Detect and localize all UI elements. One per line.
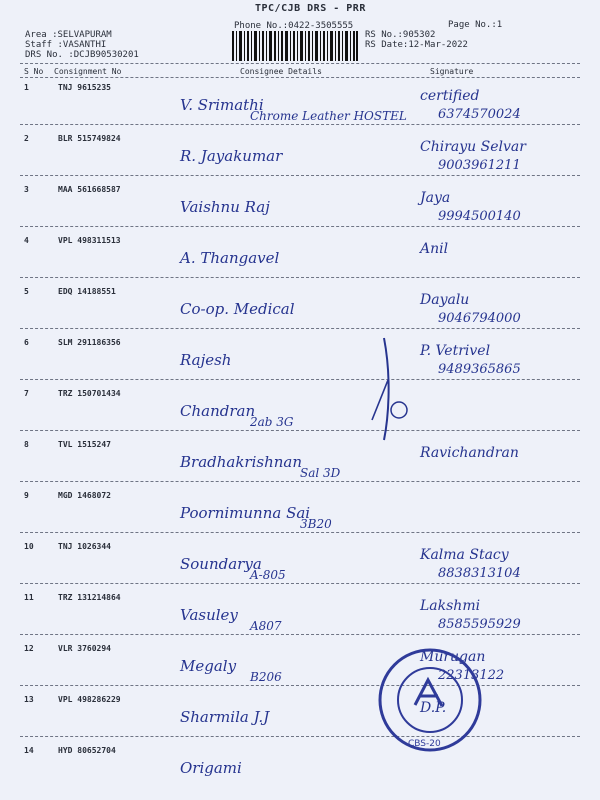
handwritten-name: V. Srimathi (180, 96, 264, 114)
rs-date: RS Date:12-Mar-2022 (365, 40, 468, 50)
row-sno: 2 (24, 134, 29, 143)
row-sno: 14 (24, 746, 34, 755)
row-consignment: TRZ 131214864 (58, 593, 121, 602)
page-number: Page No.:1 (448, 20, 503, 30)
row-consignment: MAA 561668587 (58, 185, 121, 194)
handwritten-signature: Murugan (420, 649, 486, 665)
handwritten-phone: 9046794000 (438, 311, 521, 326)
handwritten-name: Bradhakrishnan (180, 453, 303, 471)
handwritten-note: Chrome Leather HOSTEL (250, 109, 407, 123)
handwritten-name: Sharmila J.J (180, 708, 270, 726)
handwritten-note: B206 (250, 670, 282, 684)
handwritten-phone: 9994500140 (438, 209, 521, 224)
handwritten-signature: Anil (420, 241, 449, 257)
col-consignee: Consignee Details (240, 67, 322, 76)
col-signature: Signature (430, 67, 474, 76)
handwritten-note: A807 (250, 619, 282, 633)
row-sno: 11 (24, 593, 34, 602)
drs-number: DRS No. :DCJB90530201 (25, 50, 139, 60)
row-consignment: VPL 498311513 (58, 236, 121, 245)
row-consignment: SLM 291186356 (58, 338, 121, 347)
handwritten-signature: Ravichandran (420, 445, 519, 461)
row-consignment: VPL 498286229 (58, 695, 121, 704)
handwritten-name: Co-op. Medical (180, 300, 295, 318)
area-label: Area :SELVAPURAM (25, 30, 112, 40)
handwritten-signature: Kalma Stacy (420, 547, 509, 563)
handwritten-name: Rajesh (180, 351, 232, 369)
handwritten-signature: Lakshmi (420, 598, 481, 614)
row-consignment: VLR 3760294 (58, 644, 111, 653)
handwritten-name: Vasuley (180, 606, 238, 624)
handwritten-name: Megaly (180, 657, 237, 675)
handwritten-note: 2ab 3G (250, 415, 294, 429)
handwritten-name: R. Jayakumar (180, 147, 283, 165)
row-consignment: HYD 80652704 (58, 746, 116, 755)
handwritten-name: Origami (180, 759, 242, 777)
handwritten-signature: Jaya (420, 190, 451, 206)
row-sno: 12 (24, 644, 34, 653)
row-consignment: EDQ 14188551 (58, 287, 116, 296)
row-consignment: TVL 1515247 (58, 440, 111, 449)
row-consignment: BLR 515749824 (58, 134, 121, 143)
handwritten-phone: 9003961211 (438, 158, 521, 173)
handwritten-name: Chandran (180, 402, 256, 420)
row-sno: 1 (24, 83, 29, 92)
phone-number: Phone No.:0422-3505555 (234, 21, 354, 31)
handwritten-note: Sal 3D (300, 466, 341, 480)
row-sno: 9 (24, 491, 29, 500)
col-consignment: Consignment No (54, 67, 122, 76)
rs-number: RS No.:905302 (365, 30, 436, 40)
row-consignment: MGD 1468072 (58, 491, 111, 500)
row-sno: 7 (24, 389, 29, 398)
handwritten-note: 3B20 (300, 517, 332, 531)
handwritten-phone: 8585595929 (438, 617, 521, 632)
row-consignment: TRZ 150701434 (58, 389, 121, 398)
svg-text:CBS-20: CBS-20 (408, 739, 441, 749)
row-sno: 5 (24, 287, 29, 296)
handwritten-signature: P. Vetrivel (420, 343, 491, 359)
row-sno: 4 (24, 236, 29, 245)
row-consignment: TNJ 9615235 (58, 83, 111, 92)
handwritten-phone: 8838313104 (438, 566, 521, 581)
handwritten-phone: 6374570024 (438, 107, 521, 122)
handwritten-signature: D.P. (420, 700, 447, 716)
handwritten-note: A-805 (250, 568, 286, 582)
row-sno: 8 (24, 440, 29, 449)
row-consignment: TNJ 1026344 (58, 542, 111, 551)
handwritten-signature: Chirayu Selvar (420, 139, 526, 155)
handwritten-name: Vaishnu Raj (180, 198, 270, 216)
handwritten-phone: 22313122 (438, 668, 505, 683)
row-sno: 10 (24, 542, 34, 551)
handwritten-signature: Dayalu (420, 292, 470, 308)
row-sno: 6 (24, 338, 29, 347)
staff-label: Staff :VASANTHI (25, 40, 107, 50)
handwritten-signature: certified (420, 88, 480, 104)
sheet-title: TPC/CJB DRS - PRR (255, 3, 366, 14)
row-sno: 13 (24, 695, 34, 704)
row-sno: 3 (24, 185, 29, 194)
handwritten-phone: 9489365865 (438, 362, 521, 377)
handwritten-name: Soundarya (180, 555, 262, 573)
handwritten-name: Poornimunna Sai (180, 504, 311, 522)
company-stamp (370, 640, 490, 760)
handwritten-name: A. Thangavel (180, 249, 280, 267)
col-sno: S No (24, 67, 44, 76)
